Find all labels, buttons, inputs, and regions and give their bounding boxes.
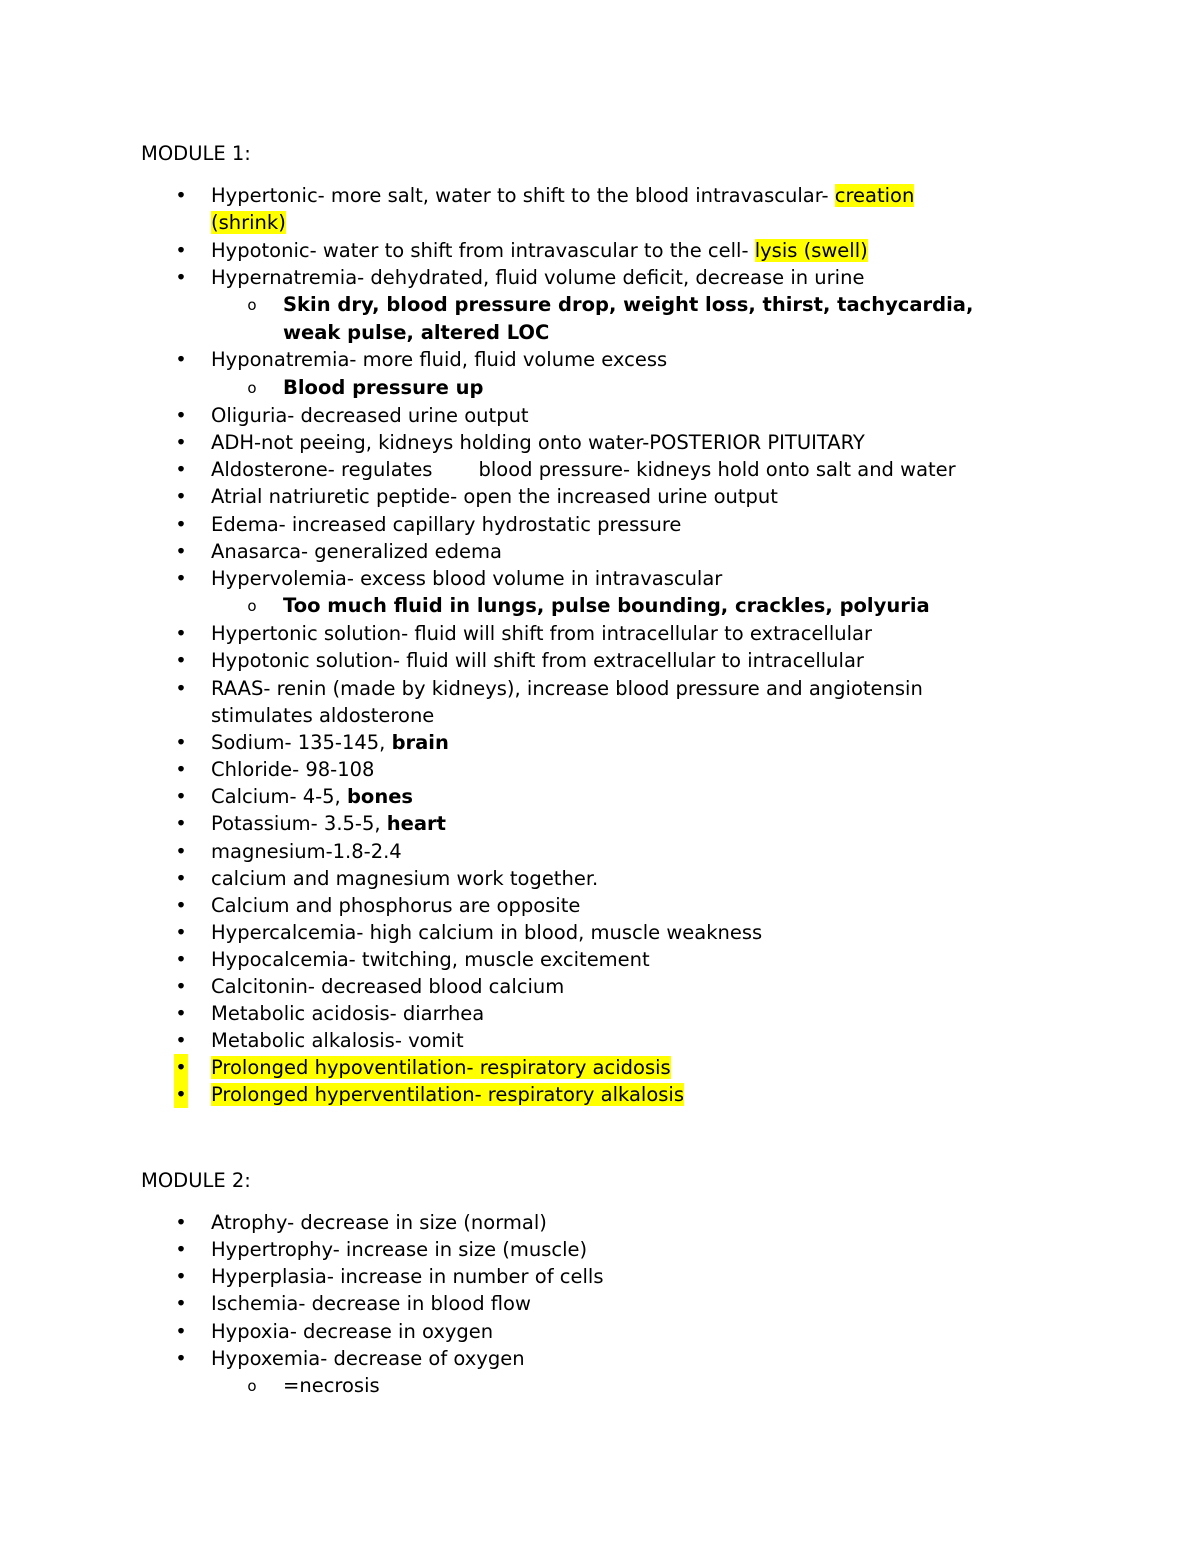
bullet: •	[175, 758, 187, 781]
bullet: •	[175, 348, 187, 371]
list-item-hypernatremia: Hypernatremia- dehydrated, fluid volume deficit, decrease in urine	[211, 266, 865, 289]
sub-bullet: o	[247, 379, 257, 397]
list-item-hypertonic-solution: Hypertonic solution- fluid will shift from intracellular to extracellular	[211, 622, 873, 645]
list-item-hypocalcemia: Hypocalcemia- twitching, muscle excitement	[211, 948, 650, 971]
list-item-adh: ADH-not peeing, kidneys holding onto water-POSTERIOR PITUITARY	[211, 431, 865, 454]
list-item-ca-phos: Calcium and phosphorus are opposite	[211, 894, 581, 917]
list-item-hypertrophy: Hypertrophy- increase in size (muscle)	[211, 1238, 588, 1261]
list-item-atrophy: Atrophy- decrease in size (normal)	[211, 1211, 547, 1234]
bullet: •	[175, 1211, 187, 1234]
bullet: •	[175, 431, 187, 454]
highlight-shrink: (shrink)	[211, 211, 286, 234]
bullet: •	[175, 894, 187, 917]
list-item-hypoxia: Hypoxia- decrease in oxygen	[211, 1320, 494, 1343]
list-item-oliguria: Oliguria- decreased urine output	[211, 404, 529, 427]
list-item-sodium: Sodium- 135-145, brain	[211, 731, 449, 754]
sub-item-hypernatremia-signs-cont: weak pulse, altered LOC	[283, 321, 550, 344]
bullet-highlighted: •	[175, 1056, 187, 1079]
list-item-metabolic-acidosis: Metabolic acidosis- diarrhea	[211, 1002, 485, 1025]
list-item-hypotonic-solution: Hypotonic solution- fluid will shift from extracellular to intracellular	[211, 649, 864, 672]
bullet: •	[175, 731, 187, 754]
bullet: •	[175, 184, 187, 207]
bullet: •	[175, 1002, 187, 1025]
sub-item-necrosis: =necrosis	[283, 1374, 380, 1397]
list-item-anp: Atrial natriuretic peptide- open the increased urine output	[211, 485, 778, 508]
sub-bullet: o	[247, 597, 257, 615]
list-item-calcium: Calcium- 4-5, bones	[211, 785, 414, 808]
bullet: •	[175, 975, 187, 998]
bullet: •	[175, 239, 187, 262]
list-item-anasarca: Anasarca- generalized edema	[211, 540, 502, 563]
list-item-hyperplasia: Hyperplasia- increase in number of cells	[211, 1265, 604, 1288]
bullet: •	[175, 485, 187, 508]
list-item-respiratory-alkalosis: Prolonged hyperventilation- respiratory alkalosis	[211, 1083, 684, 1106]
list-item-magnesium: magnesium-1.8-2.4	[211, 840, 402, 863]
bullet: •	[175, 649, 187, 672]
list-item-respiratory-acidosis: Prolonged hypoventilation- respiratory acidosis	[211, 1056, 671, 1079]
module-2-heading: MODULE 2:	[141, 1169, 251, 1192]
list-item-raas: RAAS- renin (made by kidneys), increase blood pressure and angiotensin	[211, 677, 923, 700]
bullet: •	[175, 1029, 187, 1052]
sub-bullet: o	[247, 296, 257, 314]
bullet: •	[175, 567, 187, 590]
bullet: •	[175, 1292, 187, 1315]
bullet: •	[175, 1320, 187, 1343]
bullet: •	[175, 458, 187, 481]
bullet: •	[175, 540, 187, 563]
list-item-edema: Edema- increased capillary hydrostatic pressure	[211, 513, 682, 536]
sub-item-hyponatremia: Blood pressure up	[283, 376, 484, 399]
list-item-hyponatremia: Hyponatremia- more fluid, fluid volume excess	[211, 348, 668, 371]
bullet: •	[175, 785, 187, 808]
bullet: •	[175, 867, 187, 890]
sub-item-hypernatremia-signs: Skin dry, blood pressure drop, weight loss, thirst, tachycardia,	[283, 293, 974, 316]
bullet: •	[175, 1265, 187, 1288]
bullet: •	[175, 840, 187, 863]
bullet: •	[175, 1347, 187, 1370]
list-item-hypervolemia: Hypervolemia- excess blood volume in intravascular	[211, 567, 723, 590]
list-item-potassium: Potassium- 3.5-5, heart	[211, 812, 446, 835]
list-item-hypertonic-cont	[211, 209, 286, 236]
list-item-hypertonic: Hypertonic- more salt, water to shift to the blood intravascular- creation	[211, 184, 915, 207]
bullet: •	[175, 404, 187, 427]
bullet: •	[175, 622, 187, 645]
bullet: •	[175, 948, 187, 971]
bullet: •	[175, 677, 187, 700]
bullet-highlighted: •	[175, 1083, 187, 1106]
bullet: •	[175, 1238, 187, 1261]
list-item-aldosterone: Aldosterone- regulates blood pressure- kidneys hold onto salt and water	[211, 458, 956, 481]
module-1-heading: MODULE 1:	[141, 142, 251, 165]
sub-bullet: o	[247, 1377, 257, 1395]
list-item-hypoxemia: Hypoxemia- decrease of oxygen	[211, 1347, 525, 1370]
list-item-calcitonin: Calcitonin- decreased blood calcium	[211, 975, 565, 998]
bullet: •	[175, 812, 187, 835]
highlight-creation: creation	[834, 184, 915, 207]
list-item-ca-mg: calcium and magnesium work together.	[211, 867, 599, 890]
bullet: •	[175, 266, 187, 289]
sub-item-hypervolemia: Too much fluid in lungs, pulse bounding, crackles, polyuria	[283, 594, 930, 617]
list-item-ischemia: Ischemia- decrease in blood flow	[211, 1292, 531, 1315]
bullet: •	[175, 513, 187, 536]
list-item-raas-cont: stimulates aldosterone	[211, 704, 435, 727]
list-item-metabolic-alkalosis: Metabolic alkalosis- vomit	[211, 1029, 464, 1052]
bullet: •	[175, 921, 187, 944]
list-item-hypotonic: Hypotonic- water to shift from intravascular to the cell- lysis (swell)	[211, 239, 868, 262]
list-item-chloride: Chloride- 98-108	[211, 758, 375, 781]
highlight-lysis: lysis (swell)	[754, 239, 868, 262]
list-item-hypercalcemia: Hypercalcemia- high calcium in blood, muscle weakness	[211, 921, 763, 944]
